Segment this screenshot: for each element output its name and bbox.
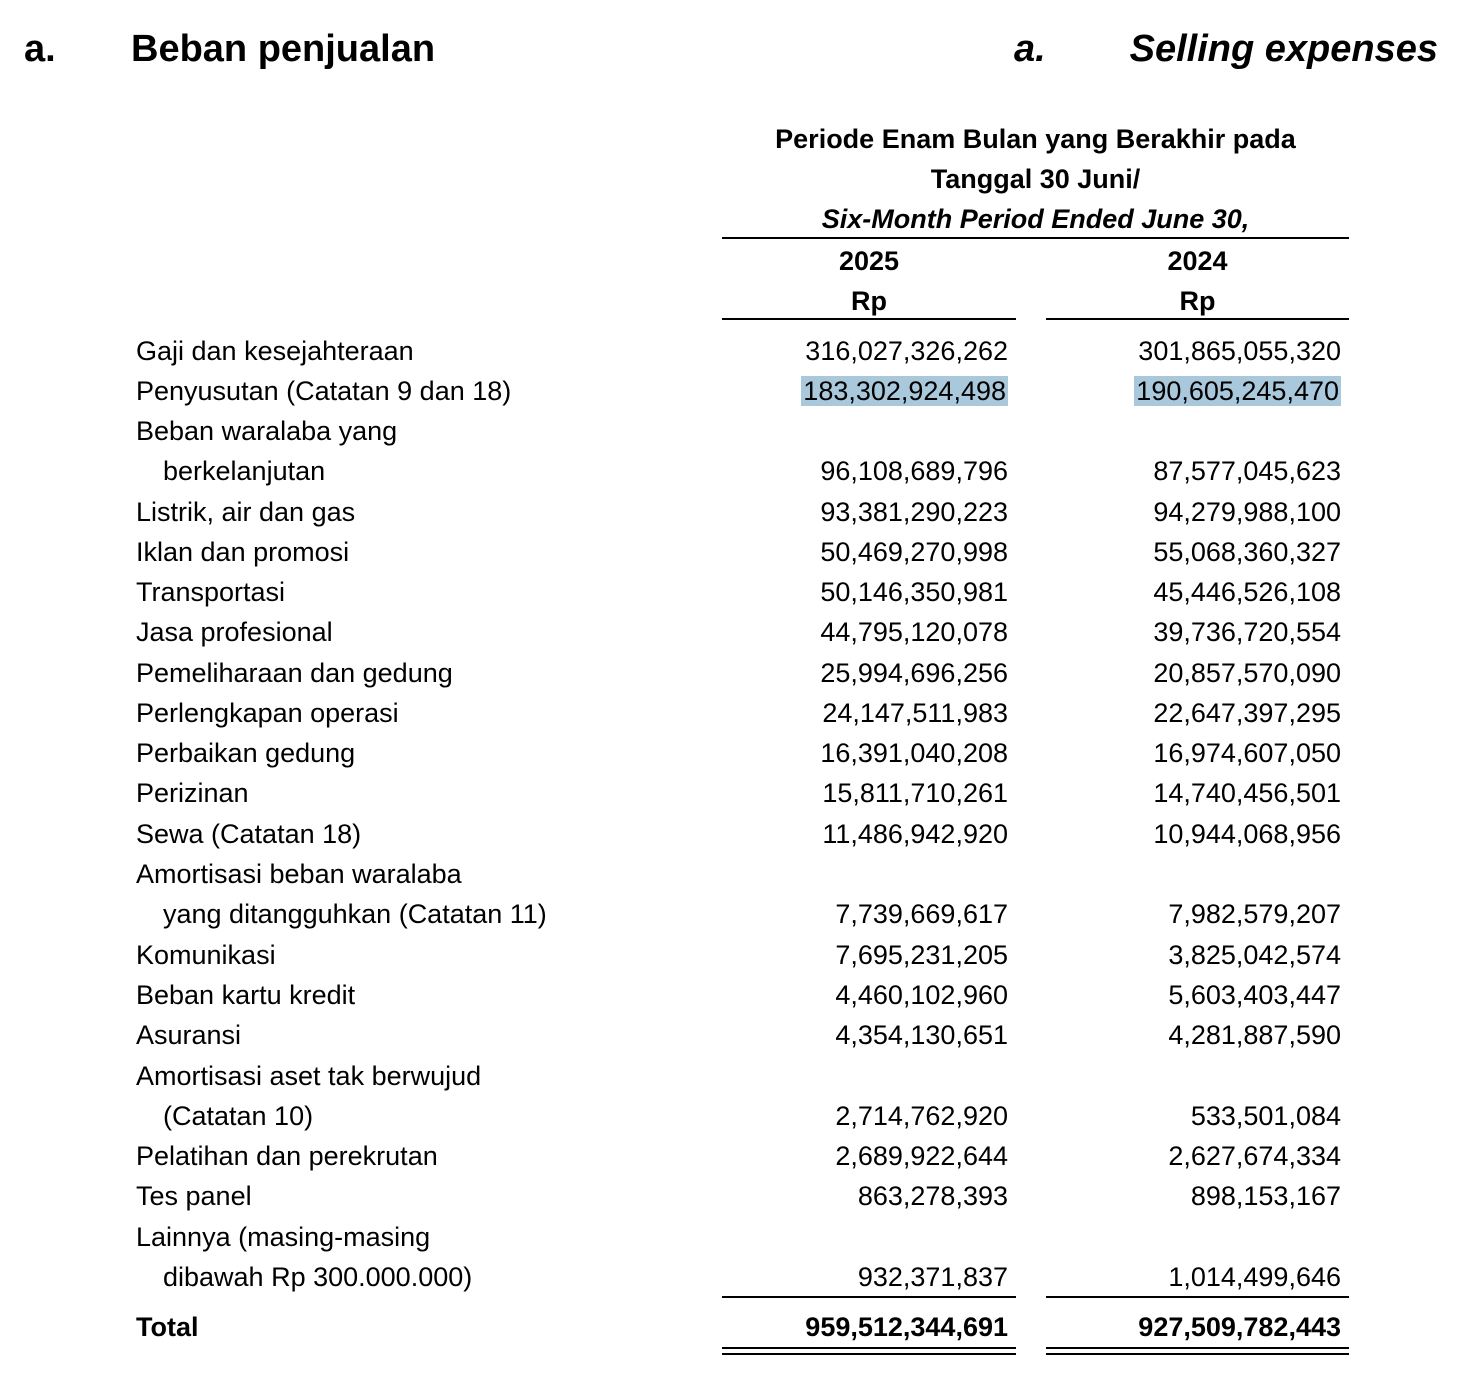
total-value-2024: 927,509,782,443 xyxy=(1138,1312,1341,1342)
row-value-2024: 94,279,988,100 xyxy=(1153,497,1341,527)
row-label: Amortisasi aset tak berwujud xyxy=(136,1061,482,1091)
row-label-continued: berkelanjutan xyxy=(163,456,326,486)
row-value-2024: 87,577,045,623 xyxy=(1153,456,1341,486)
subtotal-line-2025 xyxy=(722,1296,1016,1298)
section-title-en: Selling expenses xyxy=(1129,28,1438,70)
section-letter-en: a. xyxy=(1014,28,1046,70)
row-label-continued: (Catatan 10) xyxy=(163,1101,314,1131)
period-underline xyxy=(722,237,1349,239)
row-label: Sewa (Catatan 18) xyxy=(136,819,362,849)
period-header-line2: Tanggal 30 Juni/ xyxy=(930,164,1141,194)
row-value-2025: 16,391,040,208 xyxy=(820,738,1008,768)
col-2025-currency: Rp xyxy=(851,286,887,316)
row-value-2025: 93,381,290,223 xyxy=(820,497,1008,527)
row-value-2025: 25,994,696,256 xyxy=(820,658,1008,688)
row-label: Komunikasi xyxy=(136,940,276,970)
row-label: Perbaikan gedung xyxy=(136,738,356,768)
highlighted-value: 190,605,245,470 xyxy=(1136,376,1339,406)
row-value-2025: 4,460,102,960 xyxy=(835,980,1008,1010)
total-double-line-2024-b xyxy=(1046,1353,1349,1355)
row-value-2024: 45,446,526,108 xyxy=(1153,577,1341,607)
row-value-2025: 863,278,393 xyxy=(857,1181,1008,1211)
row-label: Iklan dan promosi xyxy=(136,537,350,567)
col-2024-currency: Rp xyxy=(1179,286,1216,316)
row-label-continued: dibawah Rp 300.000.000) xyxy=(163,1262,473,1292)
row-value-2025: 7,695,231,205 xyxy=(835,940,1008,970)
row-value-2025: 316,027,326,262 xyxy=(805,336,1008,366)
row-label: Penyusutan (Catatan 9 dan 18) xyxy=(136,376,512,406)
row-label: Asuransi xyxy=(136,1020,242,1050)
total-label: Total xyxy=(136,1312,199,1342)
row-label-continued: yang ditangguhkan (Catatan 11) xyxy=(163,899,547,929)
row-label: Perizinan xyxy=(136,778,249,808)
row-value-2025: 4,354,130,651 xyxy=(835,1020,1008,1050)
total-value-2025: 959,512,344,691 xyxy=(805,1312,1008,1342)
row-value-2025: 932,371,837 xyxy=(857,1262,1008,1292)
row-value-2024: 533,501,084 xyxy=(1190,1101,1341,1131)
row-label: Pemeliharaan dan gedung xyxy=(136,658,453,688)
row-label: Amortisasi beban waralaba xyxy=(136,859,462,889)
row-value-2024: 5,603,403,447 xyxy=(1168,980,1341,1010)
row-value-2024: 55,068,360,327 xyxy=(1153,537,1341,567)
highlighted-value: 183,302,924,498 xyxy=(803,376,1006,406)
row-value-2024-highlighted xyxy=(1134,371,1341,411)
row-label: Lainnya (masing-masing xyxy=(136,1222,431,1252)
row-label: Beban waralaba yang xyxy=(136,416,398,446)
row-value-2024: 7,982,579,207 xyxy=(1168,899,1341,929)
period-header-line1: Periode Enam Bulan yang Berakhir pada xyxy=(775,124,1296,154)
col-2025-underline xyxy=(722,318,1016,320)
section-title-id: Beban penjualan xyxy=(131,28,436,70)
row-value-2025: 2,714,762,920 xyxy=(835,1101,1008,1131)
row-label: Jasa profesional xyxy=(136,617,333,647)
total-double-line-2025-b xyxy=(722,1353,1016,1355)
total-double-line-2025-a xyxy=(722,1347,1016,1349)
row-value-2024: 10,944,068,956 xyxy=(1153,819,1341,849)
row-value-2025: 50,469,270,998 xyxy=(820,537,1008,567)
row-value-2025: 2,689,922,644 xyxy=(835,1141,1008,1171)
row-label: Listrik, air dan gas xyxy=(136,497,356,527)
row-value-2024: 898,153,167 xyxy=(1190,1181,1341,1211)
row-value-2025-highlighted xyxy=(801,371,1008,411)
col-2024-year: 2024 xyxy=(1167,246,1228,276)
row-label: Pelatihan dan perekrutan xyxy=(136,1141,438,1171)
row-value-2024: 14,740,456,501 xyxy=(1153,778,1341,808)
row-value-2025: 44,795,120,078 xyxy=(820,617,1008,647)
row-value-2024: 22,647,397,295 xyxy=(1153,698,1341,728)
row-value-2025: 24,147,511,983 xyxy=(822,698,1008,728)
row-value-2025: 7,739,669,617 xyxy=(835,899,1008,929)
row-value-2024: 16,974,607,050 xyxy=(1153,738,1341,768)
subtotal-line-2024 xyxy=(1046,1296,1349,1298)
row-value-2025: 96,108,689,796 xyxy=(820,456,1008,486)
row-value-2024: 301,865,055,320 xyxy=(1138,336,1341,366)
row-value-2025: 11,486,942,920 xyxy=(822,819,1008,849)
col-2025-year: 2025 xyxy=(838,246,900,276)
row-value-2024: 39,736,720,554 xyxy=(1153,617,1341,647)
row-value-2024: 3,825,042,574 xyxy=(1168,940,1341,970)
row-label: Gaji dan kesejahteraan xyxy=(136,336,414,366)
col-2024-underline xyxy=(1046,318,1349,320)
row-value-2025: 15,811,710,261 xyxy=(822,778,1008,808)
row-label: Beban kartu kredit xyxy=(136,980,356,1010)
row-value-2024: 1,014,499,646 xyxy=(1168,1262,1341,1292)
row-value-2025: 50,146,350,981 xyxy=(820,577,1008,607)
row-value-2024: 20,857,570,090 xyxy=(1153,658,1341,688)
row-value-2024: 2,627,674,334 xyxy=(1168,1141,1341,1171)
row-label: Transportasi xyxy=(136,577,286,607)
row-label: Perlengkapan operasi xyxy=(136,698,399,728)
section-letter-id: a. xyxy=(24,28,56,70)
period-header-line3-en: Six-Month Period Ended June 30, xyxy=(821,204,1250,234)
row-label: Tes panel xyxy=(136,1181,252,1211)
row-value-2024: 4,281,887,590 xyxy=(1168,1020,1341,1050)
total-double-line-2024-a xyxy=(1046,1347,1349,1349)
